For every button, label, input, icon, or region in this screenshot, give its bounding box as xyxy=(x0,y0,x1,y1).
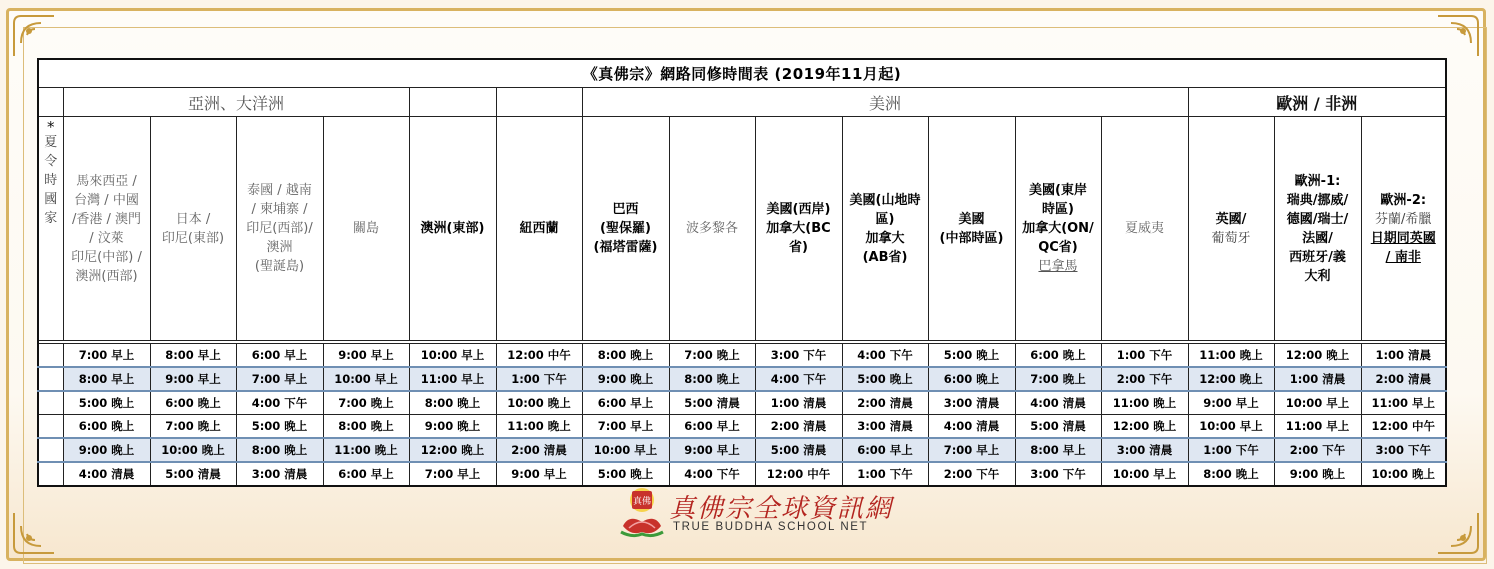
page-title: 《真佛宗》網路同修時間表 (2019年11月起) xyxy=(38,59,1446,88)
time-cell: 6:00 早上 xyxy=(842,438,928,462)
time-cell: 9:00 早上 xyxy=(1188,391,1274,415)
time-cell: 5:00 清晨 xyxy=(755,438,842,462)
time-cell: 12:00 晚上 xyxy=(409,438,496,462)
country-label-line: 日本 / xyxy=(175,211,211,227)
time-cell: 11:00 早上 xyxy=(409,367,496,391)
time-cell: 9:00 早上 xyxy=(323,344,409,368)
row-lead-cell xyxy=(38,344,63,368)
time-cell: 9:00 晚上 xyxy=(63,438,150,462)
time-cell: 7:00 晚上 xyxy=(150,415,236,439)
time-row xyxy=(38,367,1446,391)
time-cell: 7:00 晚上 xyxy=(1015,367,1101,391)
time-cell: 3:00 下午 xyxy=(1361,438,1446,462)
time-cell: 8:00 早上 xyxy=(1015,438,1101,462)
country-header-cell xyxy=(409,117,496,341)
region-americas: 美洲 xyxy=(582,88,1188,117)
time-cell: 9:00 早上 xyxy=(496,462,582,486)
region-asia-oceania: 亞洲、大洋洲 xyxy=(63,88,409,117)
time-cell: 11:00 早上 xyxy=(1361,391,1446,415)
time-cell: 4:00 清晨 xyxy=(928,415,1015,439)
country-label-line: 美國 xyxy=(958,211,985,227)
time-cell: 4:00 清晨 xyxy=(63,462,150,486)
country-label-line: 西班牙/義 xyxy=(1289,249,1346,265)
schedule-table xyxy=(37,58,1447,487)
country-header-cell xyxy=(582,117,669,341)
time-cell: 6:00 早上 xyxy=(236,344,323,368)
country-label-line: 德國/瑞士/ xyxy=(1286,211,1349,227)
time-cell: 10:00 早上 xyxy=(1274,391,1361,415)
country-label-line: 台灣 / 中國 xyxy=(74,192,139,208)
country-header-cell xyxy=(63,117,150,341)
time-cell: 9:00 早上 xyxy=(150,367,236,391)
country-label-line: 印尼(東部) xyxy=(161,230,225,246)
region-spacer xyxy=(38,88,63,117)
time-cell: 12:00 中午 xyxy=(1361,415,1446,439)
country-label-line: 日期同英國 xyxy=(1370,230,1436,246)
country-label-line: 省) xyxy=(789,240,808,255)
time-cell: 10:00 早上 xyxy=(582,438,669,462)
country-header-cell xyxy=(323,117,409,341)
time-cell: 5:00 晚上 xyxy=(842,367,928,391)
country-header-cell xyxy=(1361,117,1446,341)
time-cell: 10:00 晚上 xyxy=(1361,462,1446,486)
time-cell: 7:00 晚上 xyxy=(669,344,755,368)
time-cell: 8:00 晚上 xyxy=(669,367,755,391)
dst-note-char: 夏 xyxy=(44,135,58,150)
time-cell: 3:00 下午 xyxy=(755,344,842,368)
time-cell: 10:00 早上 xyxy=(1101,462,1188,486)
time-cell: 5:00 晚上 xyxy=(236,415,323,439)
country-header-cell xyxy=(842,117,928,341)
country-label-line: 芬蘭/希臘 xyxy=(1375,211,1432,227)
time-cell: 8:00 晚上 xyxy=(409,391,496,415)
country-label-line: 法國/ xyxy=(1302,230,1333,246)
time-cell: 10:00 早上 xyxy=(323,367,409,391)
time-cell: 2:00 清晨 xyxy=(755,415,842,439)
region-spacer xyxy=(496,88,582,117)
time-cell: 8:00 早上 xyxy=(150,344,236,368)
time-cell: 1:00 清晨 xyxy=(1274,367,1361,391)
time-cell: 2:00 下午 xyxy=(1101,367,1188,391)
row-lead-cell xyxy=(38,462,63,486)
country-label-line: 加拿大(BC xyxy=(766,221,831,236)
country-label-line: / 南非 xyxy=(1385,249,1421,265)
time-cell: 3:00 清晨 xyxy=(1101,438,1188,462)
time-cell: 2:00 下午 xyxy=(1274,438,1361,462)
country-label-line: /香港 / 澳門 xyxy=(71,211,142,227)
country-label-line: (福塔雷薩) xyxy=(593,240,658,255)
country-header-cell xyxy=(1101,117,1188,341)
country-label-line: QC省) xyxy=(1038,240,1078,255)
row-lead-cell xyxy=(38,391,63,415)
country-label-line: 歐洲-1: xyxy=(1294,173,1341,189)
country-label-line: 區) xyxy=(875,211,895,227)
country-label-line: 英國/ xyxy=(1215,211,1247,227)
time-cell: 6:00 早上 xyxy=(669,415,755,439)
time-cell: 1:00 下午 xyxy=(1101,344,1188,368)
time-cell: 5:00 晚上 xyxy=(582,462,669,486)
country-label-line: 加拿大(ON/ xyxy=(1022,221,1094,236)
time-cell: 12:00 晚上 xyxy=(1188,367,1274,391)
country-header-cell xyxy=(928,117,1015,341)
time-cell: 12:00 中午 xyxy=(755,462,842,486)
country-label-line: 夏威夷 xyxy=(1124,221,1164,236)
country-label-line: 馬來西亞 / xyxy=(76,173,137,189)
time-cell: 10:00 早上 xyxy=(409,344,496,368)
country-label-line: 印尼(西部)/ xyxy=(246,221,313,236)
row-lead-cell xyxy=(38,438,63,462)
time-cell: 4:00 清晨 xyxy=(1015,391,1101,415)
time-cell: 8:00 晚上 xyxy=(582,344,669,368)
time-cell: 6:00 晚上 xyxy=(63,415,150,439)
time-row xyxy=(38,391,1446,415)
time-cell: 3:00 下午 xyxy=(1015,462,1101,486)
corner-ornament-icon xyxy=(11,510,57,556)
logo xyxy=(617,486,894,538)
country-label-line: 關島 xyxy=(352,221,379,236)
country-label-line: 大利 xyxy=(1304,268,1331,284)
time-cell: 11:00 晚上 xyxy=(1188,344,1274,368)
time-cell: 9:00 晚上 xyxy=(409,415,496,439)
dst-note-char: 國 xyxy=(44,192,58,207)
time-cell: 7:00 早上 xyxy=(409,462,496,486)
time-cell: 7:00 早上 xyxy=(582,415,669,439)
lotus-seal-icon xyxy=(617,486,667,538)
country-label-line: 歐洲-2: xyxy=(1380,192,1427,208)
time-cell: 10:00 早上 xyxy=(1188,415,1274,439)
time-row xyxy=(38,462,1446,486)
country-label-line: 瑞典/挪威/ xyxy=(1286,192,1349,208)
time-cell: 5:00 清晨 xyxy=(1015,415,1101,439)
logo-subtitle: TRUE BUDDHA SCHOOL NET xyxy=(673,521,869,533)
time-cell: 1:00 下午 xyxy=(496,367,582,391)
time-cell: 5:00 清晨 xyxy=(150,462,236,486)
country-label-line: (AB省) xyxy=(862,249,908,265)
country-label-line: 時區) xyxy=(1042,202,1074,217)
time-cell: 4:00 下午 xyxy=(236,391,323,415)
row-lead-cell xyxy=(38,415,63,439)
time-cell: 6:00 晚上 xyxy=(150,391,236,415)
country-label-line: 加拿大 xyxy=(865,230,905,246)
time-cell: 12:00 晚上 xyxy=(1274,344,1361,368)
country-label-line: 波多黎各 xyxy=(685,221,738,236)
time-cell: 7:00 早上 xyxy=(236,367,323,391)
dst-star: * xyxy=(47,118,55,136)
time-cell: 11:00 早上 xyxy=(1274,415,1361,439)
time-cell: 3:00 清晨 xyxy=(842,415,928,439)
region-spacer xyxy=(409,88,496,117)
country-header-cell xyxy=(496,117,582,341)
time-cell: 9:00 晚上 xyxy=(1274,462,1361,486)
time-row xyxy=(38,344,1446,368)
country-label-line: 葡萄牙 xyxy=(1211,230,1251,246)
logo-seal-text: 真佛 xyxy=(632,497,652,507)
time-cell: 7:00 晚上 xyxy=(323,391,409,415)
time-cell: 2:00 清晨 xyxy=(496,438,582,462)
country-header-cell xyxy=(1188,117,1274,341)
region-header-row xyxy=(38,88,1446,117)
time-cell: 3:00 清晨 xyxy=(928,391,1015,415)
time-cell: 7:00 早上 xyxy=(63,344,150,368)
time-cell: 2:00 下午 xyxy=(928,462,1015,486)
time-cell: 8:00 晚上 xyxy=(1188,462,1274,486)
country-label-line: 巴拿馬 xyxy=(1038,259,1078,274)
time-cell: 8:00 晚上 xyxy=(236,438,323,462)
time-cell: 4:00 下午 xyxy=(669,462,755,486)
time-cell: 5:00 清晨 xyxy=(669,391,755,415)
logo-title: 真佛宗全球資訊網 xyxy=(669,494,894,524)
corner-ornament-icon xyxy=(11,13,57,59)
country-label-line: 美國(西岸) xyxy=(766,202,831,217)
country-header-cell xyxy=(1274,117,1361,341)
time-cell: 7:00 早上 xyxy=(928,438,1015,462)
country-label-line: (聖誕島) xyxy=(254,259,305,274)
corner-ornament-icon xyxy=(1435,13,1481,59)
time-cell: 9:00 晚上 xyxy=(582,367,669,391)
time-cell: 8:00 早上 xyxy=(63,367,150,391)
time-cell: 6:00 晚上 xyxy=(1015,344,1101,368)
country-header-cell xyxy=(755,117,842,341)
time-cell: 6:00 早上 xyxy=(582,391,669,415)
time-cell: 12:00 晚上 xyxy=(1101,415,1188,439)
country-header-cell xyxy=(669,117,755,341)
country-label-line: 紐西蘭 xyxy=(519,221,559,236)
country-label-line: / 柬埔寨 / xyxy=(251,202,308,217)
time-cell: 4:00 下午 xyxy=(755,367,842,391)
country-label-line: 印尼(中部) / xyxy=(71,249,142,265)
time-cell: 2:00 清晨 xyxy=(1361,367,1446,391)
country-header-row xyxy=(38,117,1446,341)
dst-note-char: 家 xyxy=(44,211,58,226)
row-lead-cell xyxy=(38,367,63,391)
dst-note-char: 時 xyxy=(44,173,58,188)
time-cell: 6:00 晚上 xyxy=(928,367,1015,391)
time-cell: 11:00 晚上 xyxy=(323,438,409,462)
dst-note-cell xyxy=(38,117,63,341)
time-cell: 1:00 下午 xyxy=(1188,438,1274,462)
country-label-line: 美國(東岸 xyxy=(1029,183,1087,198)
time-cell: 2:00 清晨 xyxy=(842,391,928,415)
corner-ornament-icon xyxy=(1435,510,1481,556)
time-cell: 10:00 晚上 xyxy=(496,391,582,415)
country-label-line: (中部時區) xyxy=(939,230,1004,246)
time-cell: 4:00 下午 xyxy=(842,344,928,368)
time-cell: 5:00 晚上 xyxy=(928,344,1015,368)
time-cell: 6:00 早上 xyxy=(323,462,409,486)
country-label-line: 美國(山地時 xyxy=(849,192,921,208)
time-row xyxy=(38,438,1446,462)
country-header-cell xyxy=(1015,117,1101,341)
time-cell: 9:00 早上 xyxy=(669,438,755,462)
time-cell: 1:00 清晨 xyxy=(1361,344,1446,368)
time-cell: 5:00 晚上 xyxy=(63,391,150,415)
time-cell: 8:00 晚上 xyxy=(323,415,409,439)
country-label-line: 澳洲(西部) xyxy=(75,268,138,284)
time-cell: 1:00 清晨 xyxy=(755,391,842,415)
country-label-line: / 汶萊 xyxy=(89,230,124,246)
country-label-line: 澳洲(東部) xyxy=(420,221,485,236)
country-header-cell xyxy=(150,117,236,341)
country-header-cell xyxy=(236,117,323,341)
time-cell: 3:00 清晨 xyxy=(236,462,323,486)
region-europe-africa: 歐洲 / 非洲 xyxy=(1188,88,1446,117)
country-label-line: 巴西 xyxy=(612,202,639,217)
dst-note-char: 令 xyxy=(44,154,58,169)
time-cell: 10:00 晚上 xyxy=(150,438,236,462)
time-cell: 11:00 晚上 xyxy=(1101,391,1188,415)
time-cell: 11:00 晚上 xyxy=(496,415,582,439)
time-cell: 12:00 中午 xyxy=(496,344,582,368)
country-label-line: 泰國 / 越南 xyxy=(247,183,312,198)
time-cell: 1:00 下午 xyxy=(842,462,928,486)
country-label-line: 澳洲 xyxy=(266,240,293,255)
country-label-line: (聖保羅) xyxy=(600,221,651,236)
time-row xyxy=(38,415,1446,439)
